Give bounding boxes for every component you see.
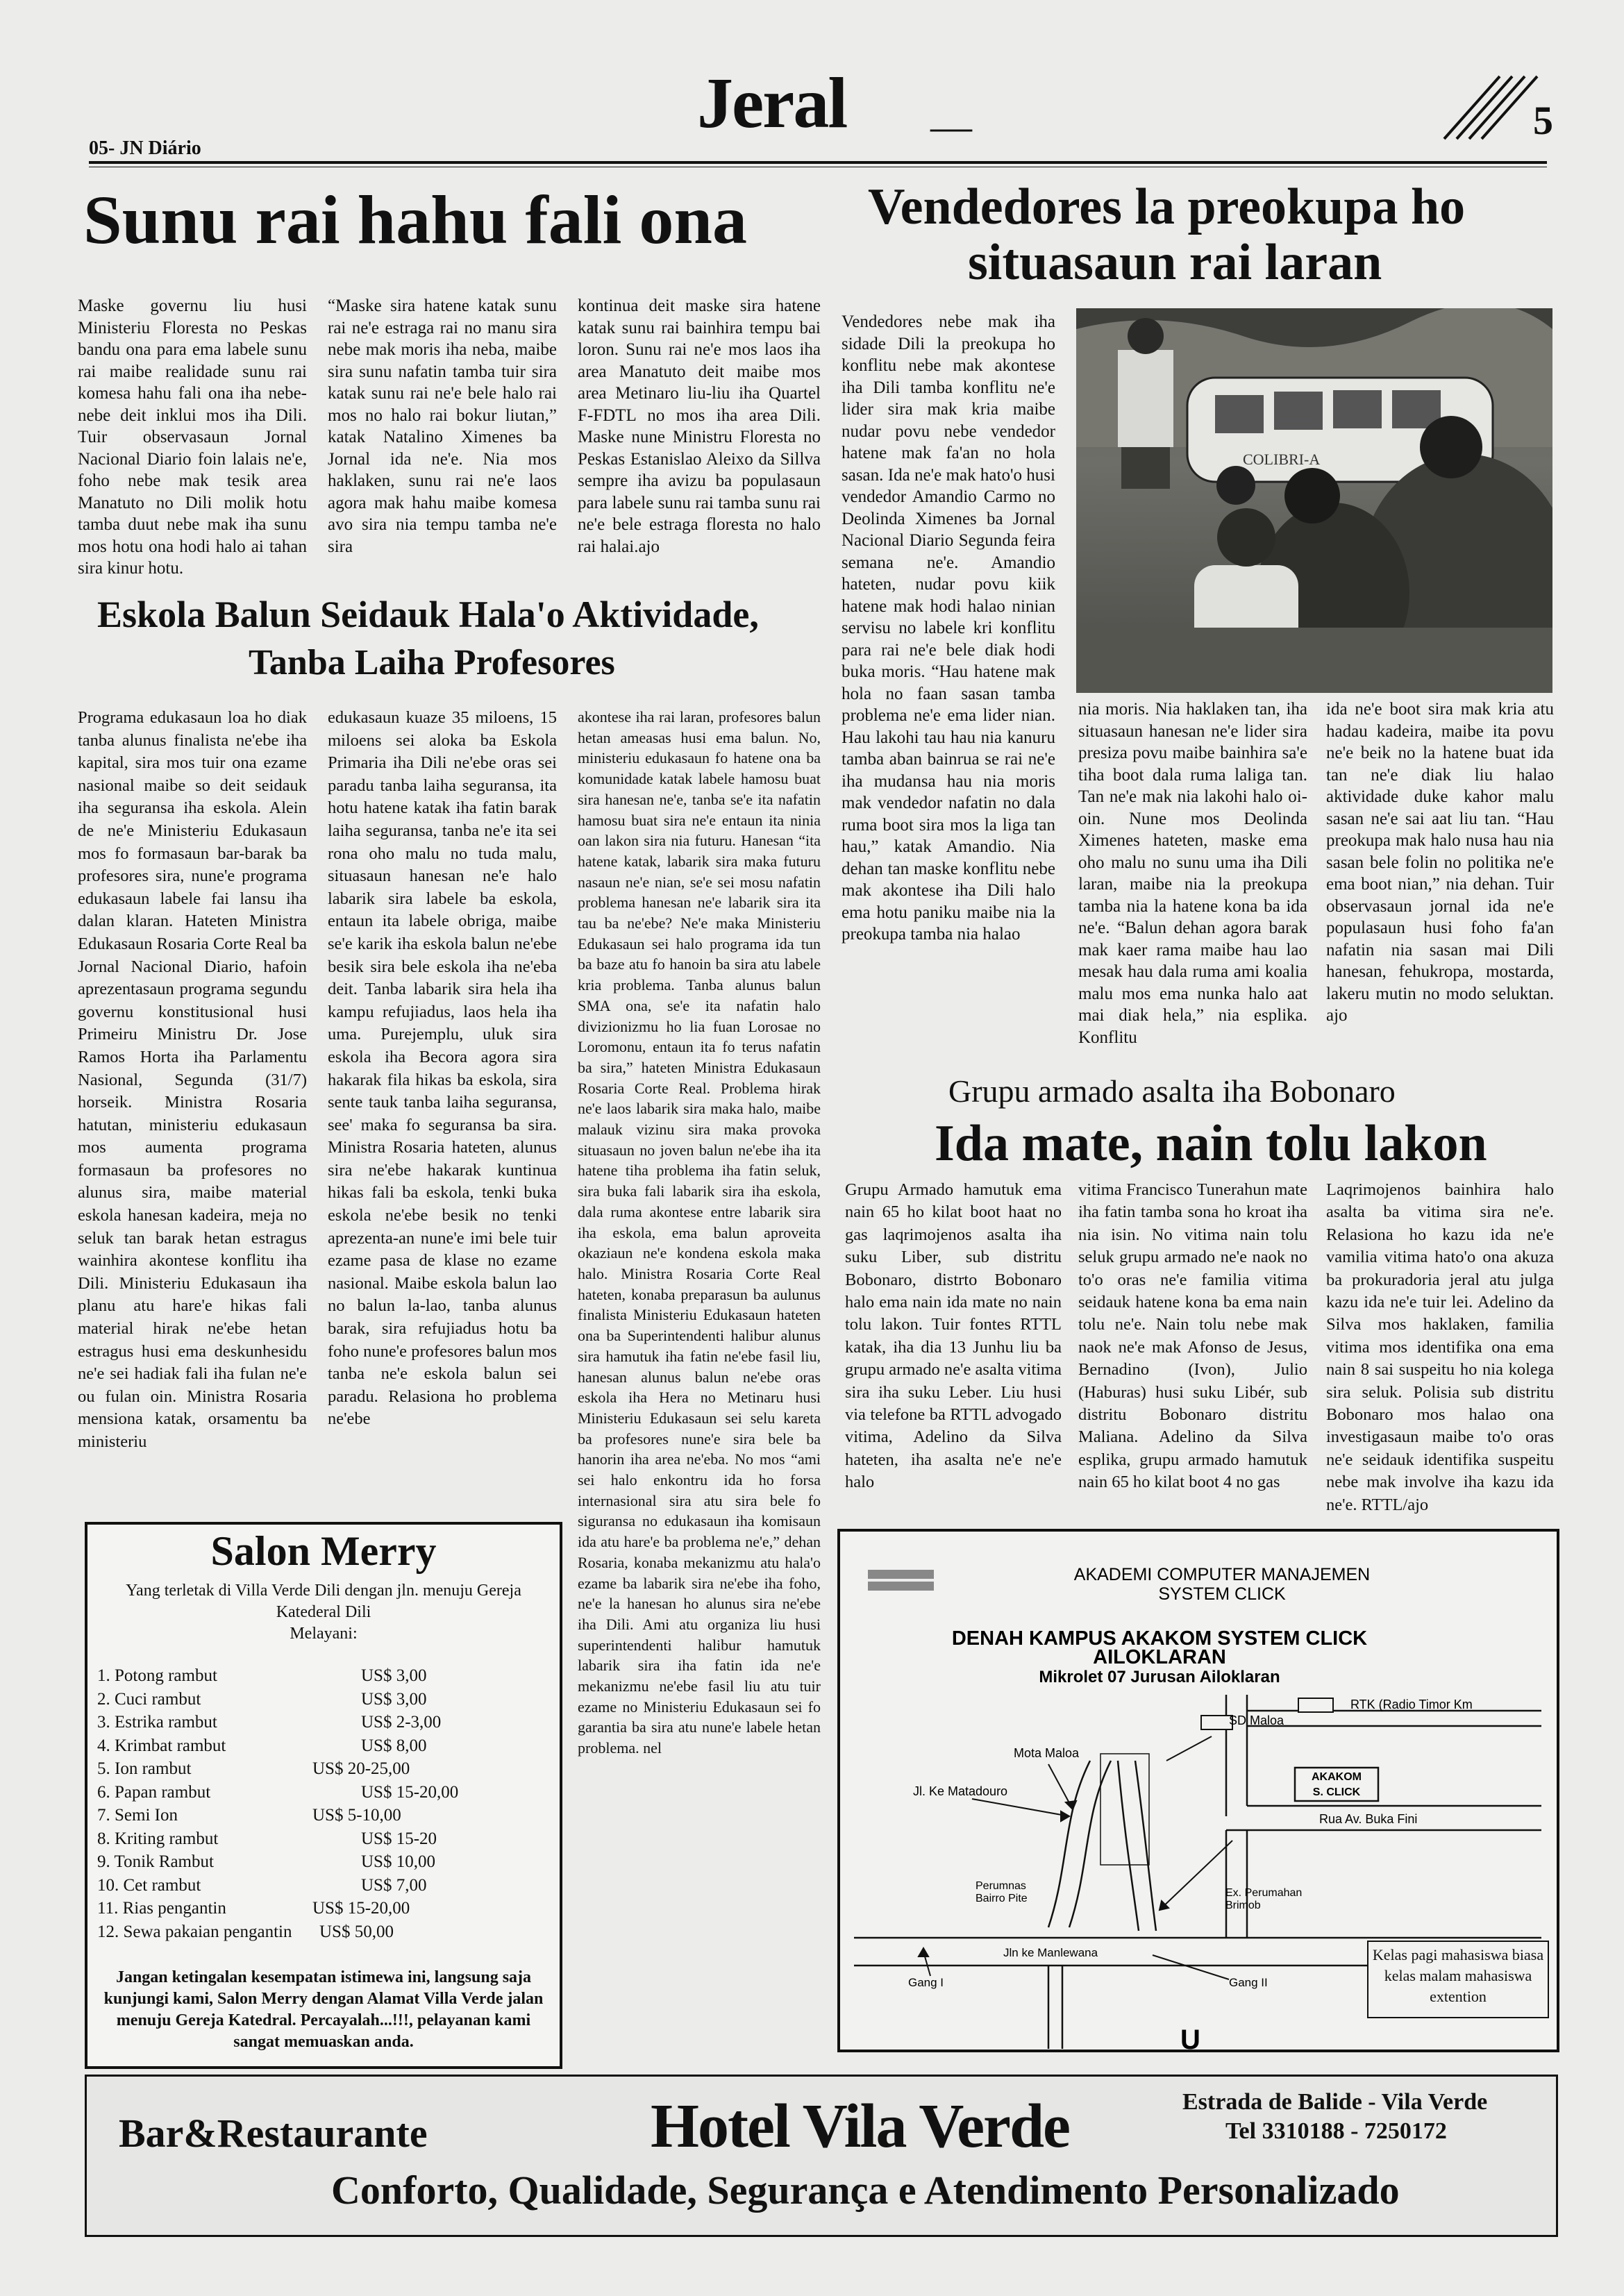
article4-col3: Laqrimojenos bainhira halo asalta ba vitima sira ne'e. Relasiona ho kazu ida ne'e vamilia vitima hato'o ona akuza ba prokuradoria jeral atu julga kazu ida ne'e tuir lei. Adelino da Silva mos haklaken, familia vitima mos identifika ona ema nain 8 sai suspeitu ho nia kolega sira seluk. Polisia sub distritu Bobonaro mos halao ona investigasaun maibe to'o oras ne'e seidauk identifika suspeitu nebe mak involve iha kazu ida ne'e. RTTL/ajo: [1326, 1180, 1554, 1514]
hotel-phone: Tel 3310188 - 7250172: [1225, 2118, 1447, 2144]
label-akakom: AKAKOM: [1312, 1771, 1362, 1783]
map-arrows: [919, 1736, 1232, 1979]
article4-title: Ida mate, nain tolu lakon: [935, 1115, 1487, 1172]
hotel-bar-restaurante: Bar&Restaurante: [119, 2111, 428, 2156]
price-row: 9. Tonik Rambut US$ 10,00: [97, 1852, 435, 1871]
price-row: 4. Krimbat rambut US$ 8,00: [97, 1736, 427, 1755]
label-rtk: RTK (Radio Timor Km: [1350, 1698, 1473, 1711]
header-left: 05- JN Diário: [89, 137, 201, 159]
label-gang1: Gang I: [908, 1976, 944, 1989]
price-row: 5. Ion rambut US$ 20-25,00: [97, 1759, 410, 1778]
article2-col2: edukasaun kuaze 35 miloens, 15 miloens sei aloka ba Eskola Primaria iha Dili ne'ebe oras sei paradu tanba laiha seguransa, ita hotu hatene katak iha fatin barak laiha seguransa, tanba ne'e ita sei rona oho malu no tuda malu, situasaun hanesan ne'e halo labarik sira labele ba eskola, entaun ita labele obriga, maibe se'e karik iha eskola balun ne'ebe besik sira bele eskola iha ne'eba deit. Tanba labarik sira hela iha kampu refujiadus, laos hela iha uma. Purejemplu, uluk sira eskola iha Becora agora sira hakarak fila hikas ba eskola, sira sente tauk tanba laiha seguransa, see' maka fo seguransa ba sira. Ministra Rosaria hateten, alunus sira ne'ebe hakarak kuntinua hikas fali ba eskola, tenki buka eskola ne'ebe besik no tenki aprezenta-an nune'e imi bele tuir ezame pasa de klase no ezame nasional. Maibe eskola balun lao no balun la-lao, tanba alunus barak, sira refujiadus hotu ba foho nune'e profesores balun mos tanba ne'e eskola balun sei paradu. Relasiona ho problema ne'ebe: [328, 708, 557, 1429]
label-perumnas: Perumnas: [976, 1880, 1026, 1892]
price-row: 10. Cet rambut US$ 7,00: [97, 1875, 427, 1895]
page-number: 5: [1533, 98, 1553, 143]
label-rua-buka-fini: Rua Av. Buka Fini: [1319, 1812, 1418, 1826]
map-subtitle: Mikrolet 07 Jurusan Ailoklaran: [1039, 1668, 1280, 1686]
label-gang2: Gang II: [1229, 1976, 1268, 1989]
map-title-line1: DENAH KAMPUS AKAKOM SYSTEM CLICK: [951, 1627, 1368, 1650]
article1-col2: “Maske sira hatene katak sunu rai ne'e estraga rai no manu sira nebe mak moris iha neba, maibe sira sunu nafatin tamba tuir sira katak sunu rai ne'e bele halo rai mos no halo rai bokur liutan,” katak Natalino Ximenes ba Jornal ida ne'e. Nia mos haklaken, sunu rai ne'e laos agora mak hahu maibe komesa avo sira nia tempu tamba ne'e sira: [328, 296, 557, 556]
article4-col1: Grupu Armado hamutuk ema nain 65 ho kilat boot haat no gas laqrimojenos asalta iha suku Liber, sub distritu Bobonaro, distrto Bobonaro halo ema nain ida mate no nain tolu lakon. Tuir fontes RTTL katak, iha dia 13 Junhu liu ba grupu armado ne'e asalta vitima sira iha suku Leber. Liu husi via telefone ba RTTL advogado vitima, Adelino da Silva hateten, iha asalta ne'e ne'e halo: [845, 1180, 1062, 1492]
salon-title: Salon Merry: [210, 1528, 437, 1574]
hotel-slogan: Conforto, Qualidade, Segurança e Atendimento Personalizado: [331, 2168, 1400, 2213]
article3-title-line2: situasaun rai laran: [968, 234, 1382, 291]
article2-title-line1: Eskola Balun Seidauk Hala'o Aktividade,: [97, 594, 759, 635]
price-row: 12. Sewa pakaian pengantin US$ 50,00: [97, 1922, 394, 1941]
salon-served: Melayani:: [290, 1625, 358, 1643]
article2-col3: akontese iha rai laran, profesores balun hetan ameasas husi ema balun. No, ministeriu edukasaun fo hatene ona ba komunidade katak labele hamosu buat sira hanesan ne'e, tanba se'e ita nafatin hamosu buat sira ne'e entaun ita ninia oan lakon sira nia futuru. Hanesan “ita hatene katak, labarik sira maka futuru nasaun ne'e nian, se'e sei mosu nafatin problema hanesan ne'e labarik sira ita tau ba ne'ebe? Ne'e maka Ministeriu Edukasaun sei halo programa ida tun ba baze atu fo hanoin ba sira atu labele kria problema. Tanba alunus balun SMA ona, se'e ita nafatin halo divizionizmu ho lia fuan Lorosae no Loromonu, entaun ita fo terus nafatin ba sira,” hateten Ministra Edukasaun Rosaria Corte Real. Problema hirak ne'e laos labarik sira maka halo, maibe malauk vizinu sira maka provoka situasaun no joven balun ne'ebe iha ita hatene tiha problema iha fatin seluk, sira buka fali labarik sira iha eskola, dala ruma akontese entre labarik sira iha eskola, ema balun aproveita okaziaun ne'e kondena eskola maka halo. Ministra Rosaria Corte Real hateten, konaba preparasun ba aulunus finalista Ministeriu Edukasaun hateten ona ba Superintendenti halibur alunus sira hamutuk iha fatin ne'ebe fasil liu, hanesan alunus balun ne'ebe oras eskola iha Hera no Metinaru husi Ministeriu Edukasaun sei selu kareta ba profesores nune'e sira bele ba hanorin iha area ne'eba. No mos “ami sei halo enkontru ida ho forsa internasional sira atu sira bele fo siguransa no edukasaun iha komisaun ida atu hare'e ba problema ne'e,” dehan Rosaria, konaba mekanizmu atu hala'o ezame ba labarik sira ne'ebe iha foho, ne'e la hanesan ho alunus sira ne'ebe iha Dili. Ami atu organiza liu husi superintendenti halibur hamutuk labarik sira iha fatin ida ne'e mekanizmu ne'ebe fasil liu atu tuir ezame no Ministeriu Edukasaun sei fo garantia ba sira atu nune'e labele hetan problema. nel: [578, 708, 821, 1757]
label-mota-maloa: Mota Maloa: [1014, 1746, 1080, 1760]
price-row: 1. Potong rambut US$ 3,00: [97, 1666, 427, 1685]
akakom-title-line1: AKADEMI COMPUTER MANAJEMEN: [1073, 1565, 1371, 1584]
hatch-icon: [1437, 69, 1541, 146]
header-rule: [89, 161, 1547, 164]
label-sd-maloa: SD Maloa: [1229, 1713, 1284, 1727]
akakom-title-line2: SYSTEM CLICK: [1158, 1584, 1286, 1604]
price-row: 6. Papan rambut US$ 15-20,00: [97, 1782, 459, 1802]
article2-col1: Programa edukasaun loa ho diak tanba alunus finalista ne'ebe iha kapital, sira mos tuir ona ezame nasional maibe so deit seidauk iha seguransa iha eskola. Alein de ne'e Ministeriu Edukasaun mos fo formasaun bar-barak ba profesores sira, nune'e programa edukasaun labele fai lansu iha dalan klaran. Hateten Ministra Edukasaun Rosaria Corte Real ba Jornal Nacional Diario, hafoin aprezentasaun programa segundu governu konstitusional husi Primeiru Ministru Dr. Jose Ramos Horta iha Parlamentu Nasional, Segunda (31/7) horseik. Ministra Rosaria hatutan, ministeriu edukasaun mos aumenta programa formasaun ba profesores no alunus sira, maibe material eskola hanesan kadeira, meja no seluk tan barak hetan estragus wainhira akontese konflitu iha Dili. Ministeriu Edukasaun iha planu atu hare'e hikas fali material hirak ne'ebe hetan estragus husi ema deskunhesidu ne'e sei hadiak fali iha fulan ne'e ou fulan oin. Ministra Rosaria mensiona katak, orsamentu ba ministeriu: [78, 708, 307, 1451]
article2-title-line2: Tanba Laiha Profesores: [249, 643, 615, 682]
campus-map: [840, 1532, 1557, 2050]
price-row: 11. Rias pengantin US$ 15-20,00: [97, 1899, 410, 1918]
section-title: Jeral: [697, 63, 847, 143]
article3-col1: Vendedores nebe mak iha sidade Dili la preokupa ho konflitu nebe mak akontese iha Dili tamba konflitu ne'e lider sira mak kria maibe nudar povu nebe vendedor hatene mak fa'an no hola sasan. Ida ne'e mak hato'o husi vendedor Amandio Carmo no Deolinda Ximenes ba Jornal Nacional Diario Segunda feira semana ne'e. Amandio hateten, nudar povu kiik hatene mak hodi halao ninian servisu no labele kri konflitu para rai ne'e bele diak hodi buka moris. “Hau hatene mak hola no faan sasan tamba problema ne'e ema lider nian. Hau lakohi tau hau nia kanuru tamba aban bainrua se rai ne'e iha mudansa hau nia moris mak vendedor nafatin no dala ruma boot sira mos la liga tan hau,” katak Amandio. Nia dehan tan maske konflitu nebe mak akontese iha Dili halo ema hotu paniku maibe nia la preokupa tamba nia halao: [842, 312, 1055, 944]
salon-footer: Jangan ketingalan kesempatan istimewa ini, langsung saja kunjungi kami, Salon Merry dengan Alamat Villa Verde jalan menuju Gereja Katedral. Percayalah...!!!, pelayanan kami sangat memuaskan anda.: [103, 1968, 544, 2051]
label-s-click: S. CLICK: [1312, 1786, 1361, 1798]
article3-col3: ida ne'e boot sira mak kria atu hadau kadeira, maibe ita povu ne'e beik no la hatene buat ida tan ne'e diak liu halao aktividade duke kahor malu sasan ne'e sai aat liu tan. “Hau preokupa mak halo nusa hau nia sasan bele folin no politika ne'e ema boot nian,” nia dehan. Tuir observasaun jornal ida ne'e populasaun husi foho fa'an nafatin nia sasan mai Dili hanesan, fehukropa, mostarda, lakeru mutin no modo seluktan. ajo: [1326, 700, 1554, 1025]
hotel-ad: [85, 2075, 1558, 2237]
article1-title: Sunu rai hahu fali ona: [83, 181, 747, 258]
price-row: 3. Estrika rambut US$ 2-3,00: [97, 1713, 442, 1732]
hotel-name: Hotel Vila Verde: [651, 2092, 1069, 2161]
akakom-note: Kelas pagi mahasiswa biasa kelas malam mahasiswa extention: [1372, 1946, 1544, 2005]
price-row: 2. Cuci rambut US$ 3,00: [97, 1689, 427, 1709]
header-dash: —: [930, 103, 972, 149]
map-title-line2: AILOKLARAN: [1093, 1646, 1226, 1668]
label-jln-manlewana: Jln ke Manlewana: [1003, 1946, 1098, 1959]
map-u-marker: U: [1180, 2025, 1200, 2050]
label-brimob: Brimob: [1225, 1900, 1261, 1911]
article1-col1: Maske governu liu husi Ministeriu Floresta no Peskas bandu ona para ema labele sunu rai maibe realidade sunu rai komesa hahu fali ona iha nebe-nebe deit inklui mos iha Dili. Tuir observasaun Jornal Nacional Diario foin lalais ne'e, foho nebe mak tesik area Manatuto no Dili molik hotu tamba duut nebe mak iha sunu mos hotu ona hodi halo ai tahan sira kinur hotu.: [78, 296, 307, 578]
hotel-address: Estrada de Balide - Vila Verde: [1182, 2089, 1488, 2115]
label-jl-matadouro: Jl. Ke Matadouro: [913, 1784, 1008, 1798]
photo-van-label: COLIBRI-A: [1243, 451, 1321, 468]
article3-title-line1: Vendedores la preokupa ho: [868, 178, 1466, 235]
akakom-map-ad: [837, 1529, 1559, 2052]
salon-address: Yang terletak di Villa Verde Dili dengan jln. menuju Gereja Katederal Dili: [126, 1582, 521, 1621]
vendors-photo: [1076, 308, 1552, 693]
salon-price-list: [87, 1645, 560, 1943]
price-row: 8. Kriting rambut US$ 15-20: [97, 1829, 437, 1848]
article4-kicker: Grupu armado asalta iha Bobonaro: [948, 1073, 1396, 1109]
article1-col3: kontinua deit maske sira hatene katak sunu rai bainhira tempu bai loron. Sunu rai ne'e mos laos iha area Manatuto deit maibe mos area Metinaro liu-liu iha Quartel F-FDTL no mos iha area Dili. Maske nune Ministru Floresta no Peskas Estanislao Aleixo da Sillva sempre iha avizu ba populasaun para labele sunu rai tamba sunu rai ne'e bele estraga floresta no halo rai halai.ajo: [578, 296, 821, 556]
label-ex-perumahan: Ex. Perumahan: [1225, 1887, 1303, 1899]
article3-col2: nia moris. Nia haklaken tan, iha situasaun hanesan ne'e lider sira presiza povu maibe bainhira sa'e tiha boot dala ruma laliga tan. Tan ne'e mak nia lakohi halo oi-oin. Nune mos Deolinda Ximenes hateten, maske ema oho malu no sunu uma iha Dili laran, maibe nia la preokupa tamba nia la hatene kona ba ida ne'e. “Balun dehan agora barak mak kaer rama maibe hau lao mesak hau dala ruma ami koalia malu mos ema nunka halo aat mai diak hela,” nia esplika. Konflitu: [1078, 700, 1307, 1047]
article4-col2: vitima Francisco Tunerahun mate iha fatin tamba sona ho kroat iha nia isin. No vitima nain tolu seluk grupu armado ne'e naok no to'o oras ne'e familia vitima seidauk hatene kona ba ema nain tolu ne'e. Nain tolu nebe mak naok ne'e mak Afonso de Jesus, Bernadino (Ivon), Julio (Haburas) husi suku Libér, sub distritu Bobonaro distritu Maliana. Adelino da Silva esplika, grupu armado hamutuk nain 65 ho kilat boot 4 no gas: [1078, 1180, 1307, 1492]
price-row: 7. Semi Ion US$ 5-10,00: [97, 1806, 401, 1825]
salon-merry-ad: [85, 1522, 562, 2069]
label-bairro-pite: Bairro Pite: [976, 1893, 1028, 1904]
